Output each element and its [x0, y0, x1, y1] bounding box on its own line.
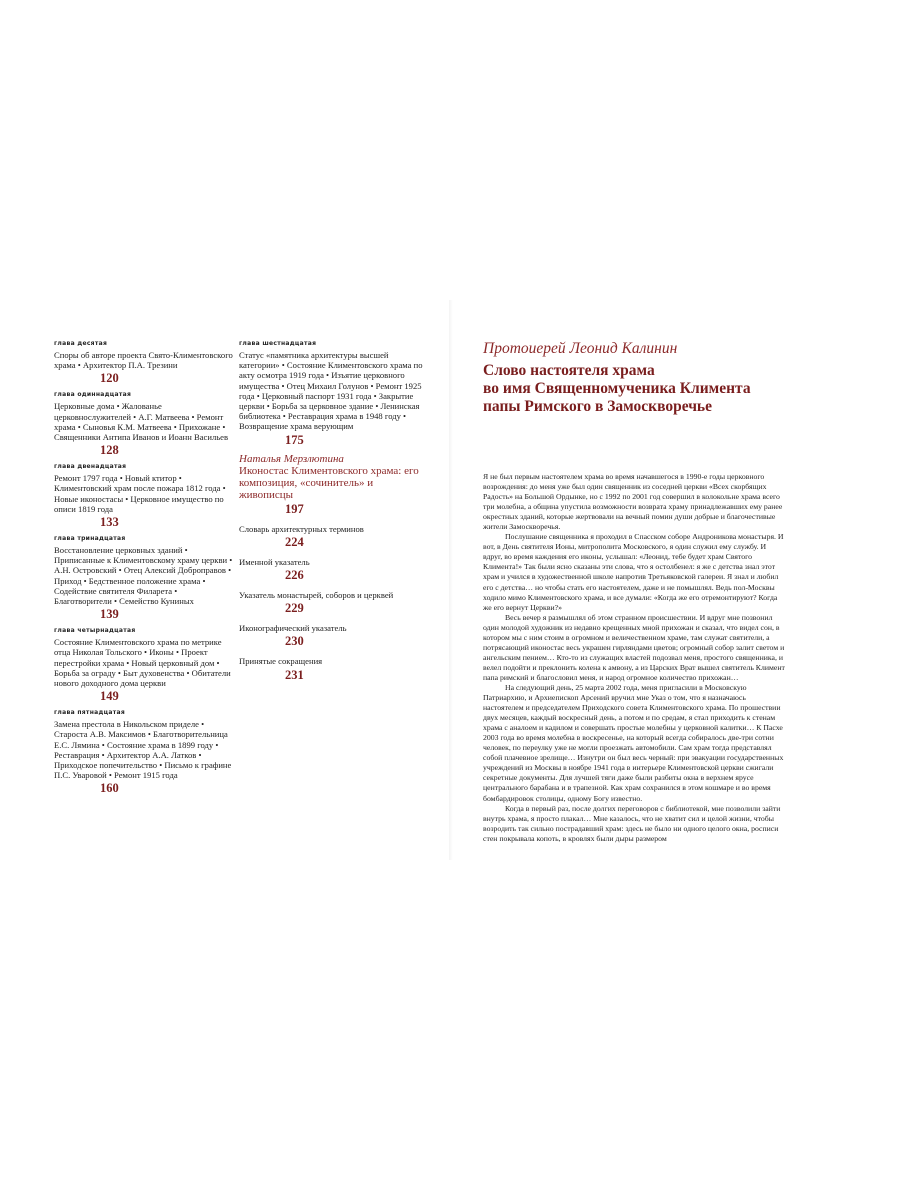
essay-author: Протоиерей Леонид Калинин [483, 340, 678, 357]
page-number: 197 [285, 501, 304, 516]
chapter-contents: Споры об авторе проекта Свято-Климентовского храма • Архитектор П.А. Трезини [54, 350, 233, 371]
chapter-contents: Ремонт 1797 года • Новый ктитор • Климентовский храм после пожара 1812 года • Новые иконостасы • Церковное имущество по описи 1819 года [54, 473, 226, 514]
toc-entry [54, 463, 234, 529]
chapter-label: глава одиннадцатая [54, 391, 132, 399]
page-number: 149 [100, 689, 119, 704]
page-number: 224 [285, 534, 304, 549]
toc-entry [54, 627, 234, 703]
toc-essay-entry [239, 453, 429, 516]
chapter-contents: Замена престола в Никольском приделе • Староста А.В. Максимов • Благотворительница Е.С. Лямина • Состояние храма в 1899 году • Реставрация • Архитектор А.А. Латков • Приходское попечительство • Письмо к графине П.С. Уваровой • Ремонт 1915 года [54, 719, 232, 781]
toc-extra-entry [239, 590, 429, 615]
chapter-label: глава шестнадцатая [239, 340, 317, 347]
page-number: 139 [100, 607, 119, 622]
page-number: 128 [100, 443, 119, 458]
chapter-contents: Восстановление церковных зданий • Приписанные к Климентовскому храму церкви • А.Н. Островский • Отец Алексий Доброправов • Приход • Бедственное положение храма • Содействие святителя Филарета • Благотворители • Семейство Куниных [54, 545, 233, 607]
chapter-contents: Церковные дома • Жалованье церковнослужителей • А.Г. Матвеева • Ремонт храма • Сыновья К.М. Матвеева • Прихожане • Священники Антипа Иванов и Иоанн Васильев [54, 401, 229, 443]
body-paragraph: Послушание священника я проходил в Спасском соборе Андроникова монастыря. И вот, в День святителя Ионы, митрополита Московского, я один служил ему службу. И вдруг, во время каждения его иконы, услышал: «Леонид, тебе будет храм Святого Климента!» Так были ясно сказаны эти слова, что я остолбенел: я же с детства знал этот храм и учился в художественной школе напротив Третьяковской галереи. Я знал и любил его с детства… но чтобы стать его настоятелем, даже и не помышлял. Ведь пол-Москвы ходило мимо Климентовского храма, и все думали: «Когда же его отремонтируют? Когда же его вернут Церкви?» [483, 532, 784, 612]
essay-title-line: Слово настоятеля храма [483, 362, 655, 379]
entry-title: Именной указатель [239, 556, 310, 567]
chapter-label: глава десятая [54, 340, 108, 347]
chapter-label: глава двенадцатая [54, 463, 127, 471]
toc-extra-entry [239, 524, 429, 549]
page-number: 231 [285, 667, 304, 682]
toc-entry [54, 340, 234, 385]
entry-title: Принятые сокращения [239, 656, 323, 667]
toc-extra-entry [239, 557, 429, 582]
essay-author: Наталья Мерзлютина [239, 452, 344, 465]
entry-title: Иконографический указатель [239, 623, 347, 634]
essay-body [483, 472, 786, 844]
page-gutter [449, 300, 453, 860]
toc-extra-entry [239, 656, 429, 681]
entry-title: Указатель монастырей, соборов и церквей [239, 590, 394, 601]
body-paragraph: Весь вечер я размышлял об этом странном происшествии. И вдруг мне позвонил один молодой художник из недавно крещенных мной прихожан и сказал, что видел сон, в котором мы с ним стоим в огромном и величественном храме, там служат святители, а потрясающий иконостас весь украшен гирляндами цветов; огромный собор залит светом и ангельским пением… Кто-то из служащих властей подозвал меня, простого священника, и велел подойти и преклонить колена к амвону, а из Царских Врат вышел святитель Климент папа римский и благословил меня, и народ огромное количество прихожан… [483, 612, 785, 682]
essay-heading [483, 340, 783, 416]
essay-title-line: во имя Священномученика Климента [483, 380, 751, 397]
toc-column-right [239, 340, 429, 688]
page-number: 160 [100, 781, 119, 796]
chapter-label: глава пятнадцатая [54, 709, 126, 717]
toc-entry [54, 535, 234, 621]
toc-extra-entry [239, 623, 429, 648]
chapter-contents: Состояние Климентовского храма по метрике отца Николая Тольского • Иконы • Проект перестройки храма • Новый церковный дом • Борьба за ограду • Быт духовенства • Обитатели нового доходного дома церкви [54, 637, 231, 689]
chapter-contents: Статус «памятника архитектуры высшей категории» • Состояние Климентовского храма по акту осмотра 1919 года • Изъятие церковного имущества • Отец Михаил Голунов • Ремонт 1925 года • Церковный паспорт 1931 года • Закрытие церкви • Борьба за церковное здание • Ленинская библиотека • Реставрация храма в 1948 году • Возвращение храма верующим [239, 350, 423, 432]
page-number: 230 [285, 634, 304, 649]
page-number: 226 [285, 568, 304, 583]
page-number: 229 [285, 601, 304, 616]
entry-title: Словарь архитектурных терминов [239, 523, 364, 534]
page-number: 120 [100, 371, 119, 386]
toc-column-left [54, 340, 234, 801]
body-paragraph: На следующий день, 25 марта 2002 года, меня пригласили в Московскую Патриархию, и Архиепископ Арсений вручил мне Указ о том, что я назначаюсь настоятелем и председателем Приходского совета Климентовского храма. По прошествии двух месяцев, каждый воскресный день, а потом и по средам, я стал приходить к стенам храма с аналоем и кадилом и совершать простые молебны у церковной калитки… К Пасхе 2003 года во время молебна в воскресенье, на который всегда собиралось две-три сотни человек, по переулку уже не могли проезжать автомобили. Сам храм тогда представлял собой плачевное зрелище… Изнутри он был весь черный: при эвакуации государственных учреждений из Москвы в ноябре 1941 года в интерьере Климентовской церкви сжигали секретные документы. Для лучшей тяги даже были разбиты окна в верхнем ярусе центрального барабана и в трапезной. Как храм сохранился в этом кошмаре и во время бомбардировок столицы, одному Богу известно. [483, 682, 784, 803]
toc-entry [54, 391, 234, 457]
page-number: 133 [100, 515, 119, 530]
essay-title: Иконостас Климентовского храма: его композиция, «сочинитель» и живописцы [239, 464, 419, 501]
essay-title-line: папы Римского в Замоскворечье [483, 398, 713, 415]
toc-entry [54, 709, 234, 795]
page-number: 175 [285, 432, 304, 447]
chapter-label: глава четырнадцатая [54, 627, 136, 635]
body-paragraph: Я не был первым настоятелем храма во время начавшегося в 1990-е годы церковного возрождения: до меня уже был один священник из соседней церкви «Всех скорбящих Радость» на Большой Ордынке, но с 1992 по 2001 год совершил в колокольне храма всего три молебна, а община упустила возможности возврата храму принадлежавших ему ранее окрестных зданий, которые жертвовали на вечный помин души добрые и благочестивые жители Замоскворечья. [483, 472, 783, 532]
chapter-label: глава тринадцатая [54, 535, 126, 543]
toc-entry [239, 340, 429, 447]
body-paragraph: Когда в первый раз, после долгих переговоров с библиотекой, мне позволили зайти внутрь храма, я просто плакал… Мне казалось, что не хватит сил и целой жизни, чтобы возродить так сильно пострадавший храм: здесь не было ни одного целого окна, росписи стен покрывала копоть, в кровлях были дыры размером [483, 803, 781, 843]
